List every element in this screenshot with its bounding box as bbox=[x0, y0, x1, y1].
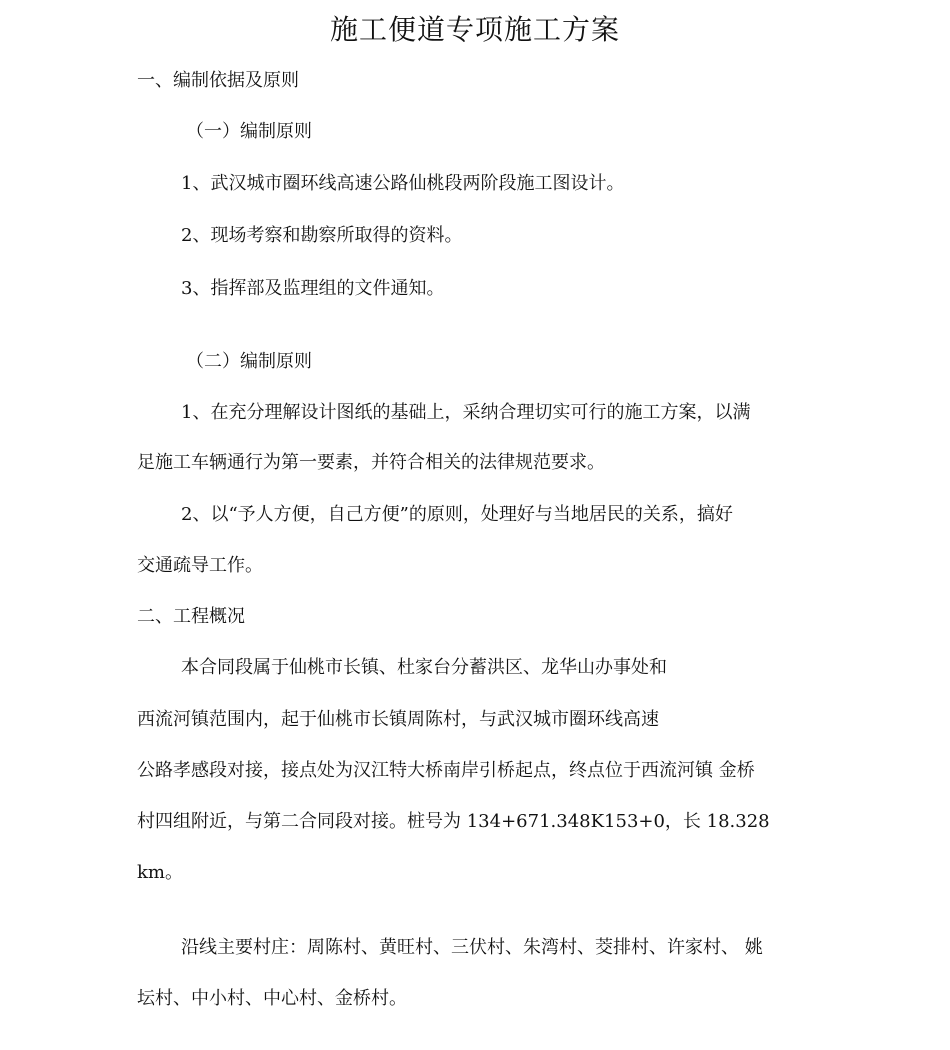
basis-item-3: 3、指挥部及监理组的文件通知。 bbox=[181, 278, 445, 299]
overview-line-1: 本合同段属于仙桃市长镇、杜家台分蓄洪区、龙华山办事处和 bbox=[181, 657, 667, 678]
principle-1-line-1: 1、在充分理解设计图纸的基础上，采纳合理切实可行的施工方案，以满 bbox=[181, 402, 751, 423]
subsection-2-heading: （二）编制原则 bbox=[186, 351, 312, 372]
basis-item-2: 2、现场考察和勘察所取得的资料。 bbox=[181, 225, 463, 246]
overview-line-5: km。 bbox=[137, 862, 183, 883]
overview-line-4: 村四组附近，与第二合同段对接。桩号为 134+671.348K153+0，长 18.328 bbox=[137, 811, 770, 832]
subsection-1-heading: （一）编制原则 bbox=[186, 121, 312, 142]
section-2-heading: 二、工程概况 bbox=[137, 606, 245, 627]
principle-1-line-2: 足施工车辆通行为第一要素，并符合相关的法律规范要求。 bbox=[137, 452, 605, 473]
principle-2-line-1: 2、以“予人方便，自己方便”的原则，处理好与当地居民的关系，搞好 bbox=[181, 504, 733, 525]
principle-2-line-2: 交通疏导工作。 bbox=[137, 555, 263, 576]
page-title: 施工便道专项施工方案 bbox=[329, 13, 620, 46]
villages-line-1: 沿线主要村庄：周陈村、黄旺村、三伏村、朱湾村、茭排村、许家村、 姚 bbox=[181, 937, 763, 958]
basis-item-1: 1、武汉城市圈环线高速公路仙桃段两阶段施工图设计。 bbox=[181, 173, 625, 194]
villages-line-2: 坛村、中小村、中心村、金桥村。 bbox=[137, 988, 407, 1009]
overview-line-2: 西流河镇范围内，起于仙桃市长镇周陈村，与武汉城市圈环线高速 bbox=[137, 709, 659, 730]
overview-line-3: 公路孝感段对接，接点处为汉江特大桥南岸引桥起点，终点位于西流河镇 金桥 bbox=[137, 760, 755, 781]
section-1-heading: 一、编制依据及原则 bbox=[137, 70, 299, 91]
